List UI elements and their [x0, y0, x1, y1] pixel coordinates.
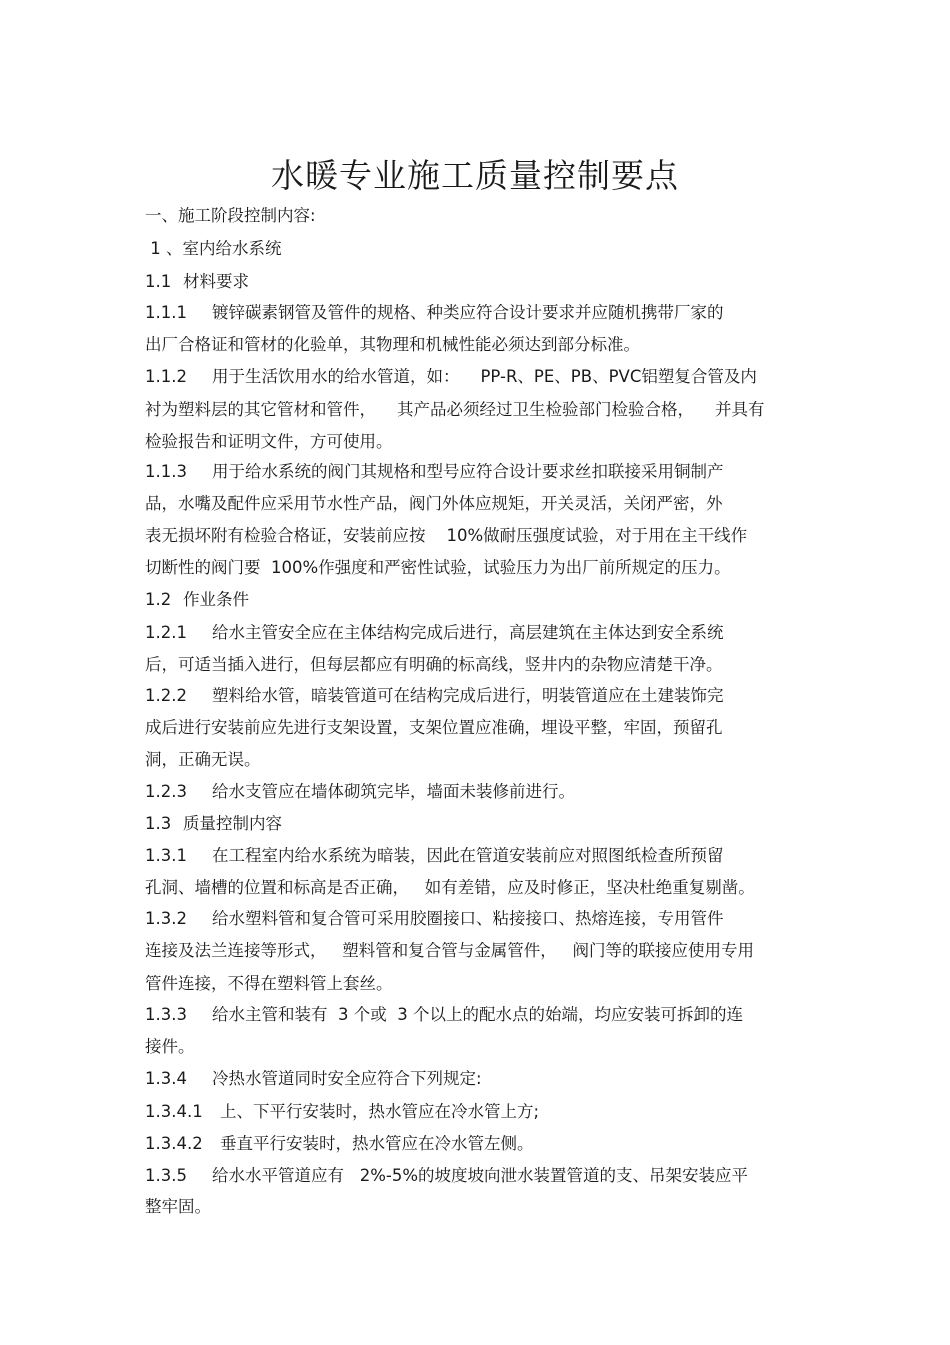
- line-text: 后，可适当插入进行，但每层都应有明确的标高线，竖井内的杂物应清楚干净。: [145, 655, 723, 674]
- text-line: [145, 363, 757, 391]
- text-line: [145, 586, 249, 614]
- text-line: [145, 1162, 748, 1190]
- line-text: 接件。: [145, 1037, 195, 1056]
- line-text: 孔洞、墙槽的位置和标高是否正确， 如有差错，应及时修正，坚决杜绝重复剔凿。: [145, 878, 755, 897]
- text-line: [145, 810, 282, 838]
- text-line: [145, 746, 261, 774]
- text-line: [145, 331, 640, 359]
- line-text: 给水主管安全应在主体结构完成后进行，高层建筑在主体达到安全系统: [212, 623, 724, 642]
- line-text: 出厂合格证和管材的化验单，其物理和机械性能必须达到部分标准。: [145, 335, 640, 354]
- line-text: 垂直平行安装时，热水管应在冷水管左侧。: [220, 1134, 534, 1153]
- line-text: 一、施工阶段控制内容:: [145, 206, 316, 225]
- text-line: [145, 905, 724, 933]
- text-line: [145, 1193, 211, 1221]
- section-number: 1.1: [145, 272, 172, 291]
- section-number: 1.3.3: [145, 1005, 187, 1024]
- line-text: 给水主管和装有 3 个或 3 个以上的配水点的始端，均应安装可拆卸的连: [212, 1005, 743, 1024]
- line-text: 在工程室内给水系统为暗装，因此在管道安装前应对照图纸检查所预留: [212, 846, 724, 865]
- text-line: [145, 299, 724, 327]
- section-number: 1.1.2: [145, 367, 187, 386]
- section-number: 1.3.4.1: [145, 1102, 203, 1121]
- section-number: 1.2: [145, 590, 172, 609]
- text-line: [145, 1001, 743, 1029]
- text-line: [145, 778, 575, 806]
- section-number: 1.3.1: [145, 846, 187, 865]
- section-number: 1.3.5: [145, 1166, 187, 1185]
- text-line: [145, 714, 723, 742]
- line-text: 洞，正确无误。: [145, 750, 261, 769]
- section-number: 1.2.2: [145, 686, 187, 705]
- line-text: 整牢固。: [145, 1197, 211, 1216]
- text-line: [145, 1065, 482, 1093]
- section-number: 1.1.3: [145, 462, 187, 481]
- text-line: [145, 458, 724, 486]
- line-text: 用于生活饮用水的给水管道，如： PP-R、PE、PB、PVC铝塑复合管及内: [212, 367, 757, 386]
- text-line: [145, 1033, 195, 1061]
- text-line: [145, 842, 724, 870]
- line-text: 切断性的阀门要 100%作强度和严密性试验，试验压力为出厂前所规定的压力。: [145, 558, 731, 577]
- section-number: 1.3.2: [145, 909, 187, 928]
- section-number: 1.3.4: [145, 1069, 187, 1088]
- section-number: 1.2.3: [145, 782, 187, 801]
- text-line: [145, 235, 282, 263]
- text-line: [145, 1098, 539, 1126]
- line-text: 给水水平管道应有 2%-5%的坡度坡向泄水装置管道的支、吊架安装应平: [212, 1166, 749, 1185]
- line-text: 材料要求: [183, 272, 249, 291]
- text-line: [145, 522, 747, 550]
- line-text: 用于给水系统的阀门其规格和型号应符合设计要求丝扣联接采用铜制产: [212, 462, 724, 481]
- text-line: [145, 937, 754, 965]
- text-line: [145, 874, 755, 902]
- line-text: 成后进行安装前应先进行支架设置，支架位置应准确，埋设平整，牢固，预留孔: [145, 718, 723, 737]
- line-text: 衬为塑料层的其它管材和管件， 其产品必须经过卫生检验部门检验合格， 并具有: [145, 400, 765, 419]
- line-text: 管件连接，不得在塑料管上套丝。: [145, 974, 393, 993]
- section-number: 1.3.4.2: [145, 1134, 203, 1153]
- text-line: [145, 428, 393, 456]
- text-line: [145, 490, 723, 518]
- text-line: [145, 202, 316, 230]
- line-text: 质量控制内容: [183, 814, 282, 833]
- line-text: 给水支管应在墙体砌筑完毕，墙面未装修前进行。: [212, 782, 575, 801]
- text-line: [145, 554, 731, 582]
- text-line: [145, 396, 764, 424]
- document-title: 水暖专业施工质量控制要点: [271, 156, 679, 195]
- section-number: 1.3: [145, 814, 172, 833]
- line-text: 冷热水管道同时安全应符合下列规定:: [212, 1069, 482, 1088]
- text-line: [145, 268, 249, 296]
- line-text: 给水塑料管和复合管可采用胶圈接口、粘接接口、热熔连接，专用管件: [212, 909, 724, 928]
- text-line: [145, 970, 393, 998]
- text-line: [145, 619, 724, 647]
- line-text: 连接及法兰连接等形式， 塑料管和复合管与金属管件， 阀门等的联接应使用专用: [145, 941, 754, 960]
- text-line: [145, 682, 724, 710]
- text-line: [145, 1130, 534, 1158]
- text-line: [145, 651, 723, 679]
- line-text: 表无损坏附有检验合格证，安装前应按 10%做耐压强度试验，对于用在主干线作: [145, 526, 748, 545]
- line-text: 1 、室内给水系统: [145, 239, 282, 258]
- line-text: 品，水嘴及配件应采用节水性产品，阀门外体应规矩，开关灵活，关闭严密，外: [145, 494, 723, 513]
- section-number: 1.1.1: [145, 303, 187, 322]
- line-text: 塑料给水管，暗装管道可在结构完成后进行，明装管道应在土建装饰完: [212, 686, 724, 705]
- line-text: 作业条件: [183, 590, 249, 609]
- line-text: 检验报告和证明文件，方可使用。: [145, 432, 393, 451]
- line-text: 上、下平行安装时，热水管应在冷水管上方;: [220, 1102, 540, 1121]
- section-number: 1.2.1: [145, 623, 187, 642]
- line-text: 镀锌碳素钢管及管件的规格、种类应符合设计要求并应随机携带厂家的: [212, 303, 724, 322]
